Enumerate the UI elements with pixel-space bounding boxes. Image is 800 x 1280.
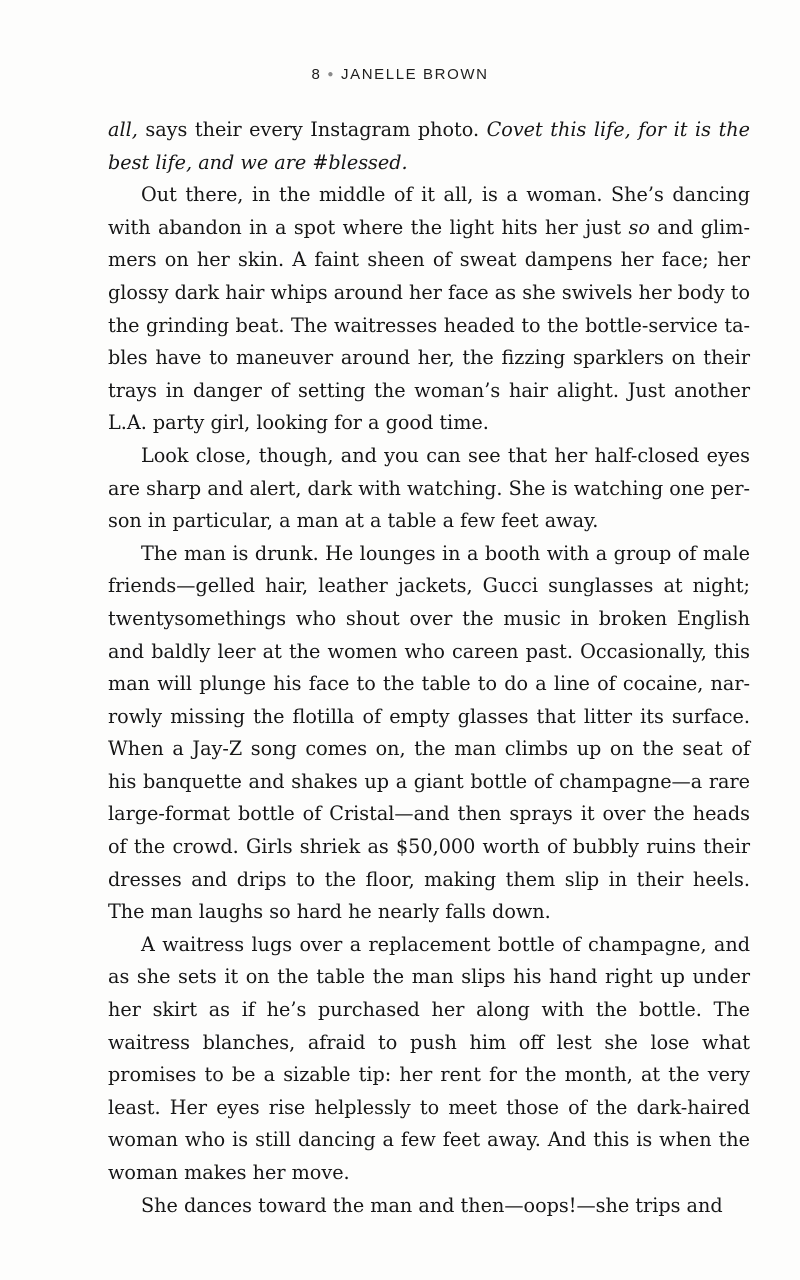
text-span: Covet this life, for it is the best life, and we are #blessed. (108, 118, 750, 174)
text-span: all, (108, 118, 138, 141)
paragraph (108, 440, 750, 538)
text-span: Look close, though, and you can see that her half-closed eyes are sharp and alert, dark with watching. She is watching one person in particular, a man at a table a few feet away. (108, 443, 750, 533)
text-span: says their every Instagram photo. (137, 118, 487, 141)
text-span: The man is drunk. He lounges in a booth with a group of male friends—gelled hair, leather jackets, Gucci sunglasses at night; twentysomethings who shout over the music in broken English and baldly leer at the women who careen past. Occasionally, this man will plunge his face to the table to do a line of cocaine, narrowly missing the flotilla of empty glasses that litter its surface. When a Jay-Z song comes on, the man climbs up on the seat of his banquette and shakes up a giant bottle of champagne—a rare large-format bottle of Cristal—and then sprays it over the heads of the crowd. Girls shriek as $50,000 worth of bubbly ruins their dresses and drips to the floor, making them slip in their heels. The man laughs so hard he nearly falls down. (108, 541, 750, 924)
paragraph (108, 929, 750, 1190)
paragraph-continued (108, 114, 750, 179)
text-span: and glimmers on her skin. A faint sheen of sweat dampens her face; her glossy dark hair whips around her face as she swivels her body to the grinding beat. The waitresses headed to the bottle-service tables have to maneuver around her, the fizzing sparklers on their trays in danger of setting the woman’s hair alight. Just another L.A. party girl, looking for a good time. (108, 215, 750, 435)
text-span: She dances toward the man and then—oops!—she trips and (141, 1193, 723, 1217)
page-number: 8 (311, 66, 322, 83)
paragraph (108, 179, 750, 440)
paragraph (108, 1190, 750, 1223)
text-span: A waitress lugs over a replacement bottle of champagne, and as she sets it on the table the man slips his hand right up under her skirt as if he’s purchased her along with the bottle. The waitress blanches, afraid to push him off lest she lose what promises to be a sizable tip: her rent for the month, at the very least. Her eyes rise helplessly to meet those of the dark-haired woman who is still dancing a few feet away. And this is when the woman makes her move. (108, 932, 750, 1184)
separator-bullet: ● (327, 69, 336, 80)
running-head (0, 66, 800, 83)
author-name: JANELLE BROWN (341, 66, 489, 83)
text-span: so (628, 215, 650, 239)
text-span: Out there, in the middle of it all, is a woman. She’s dancing with abandon in a spot where the light hits her just (108, 183, 750, 239)
paragraph (108, 538, 750, 929)
body-text (108, 114, 750, 1222)
